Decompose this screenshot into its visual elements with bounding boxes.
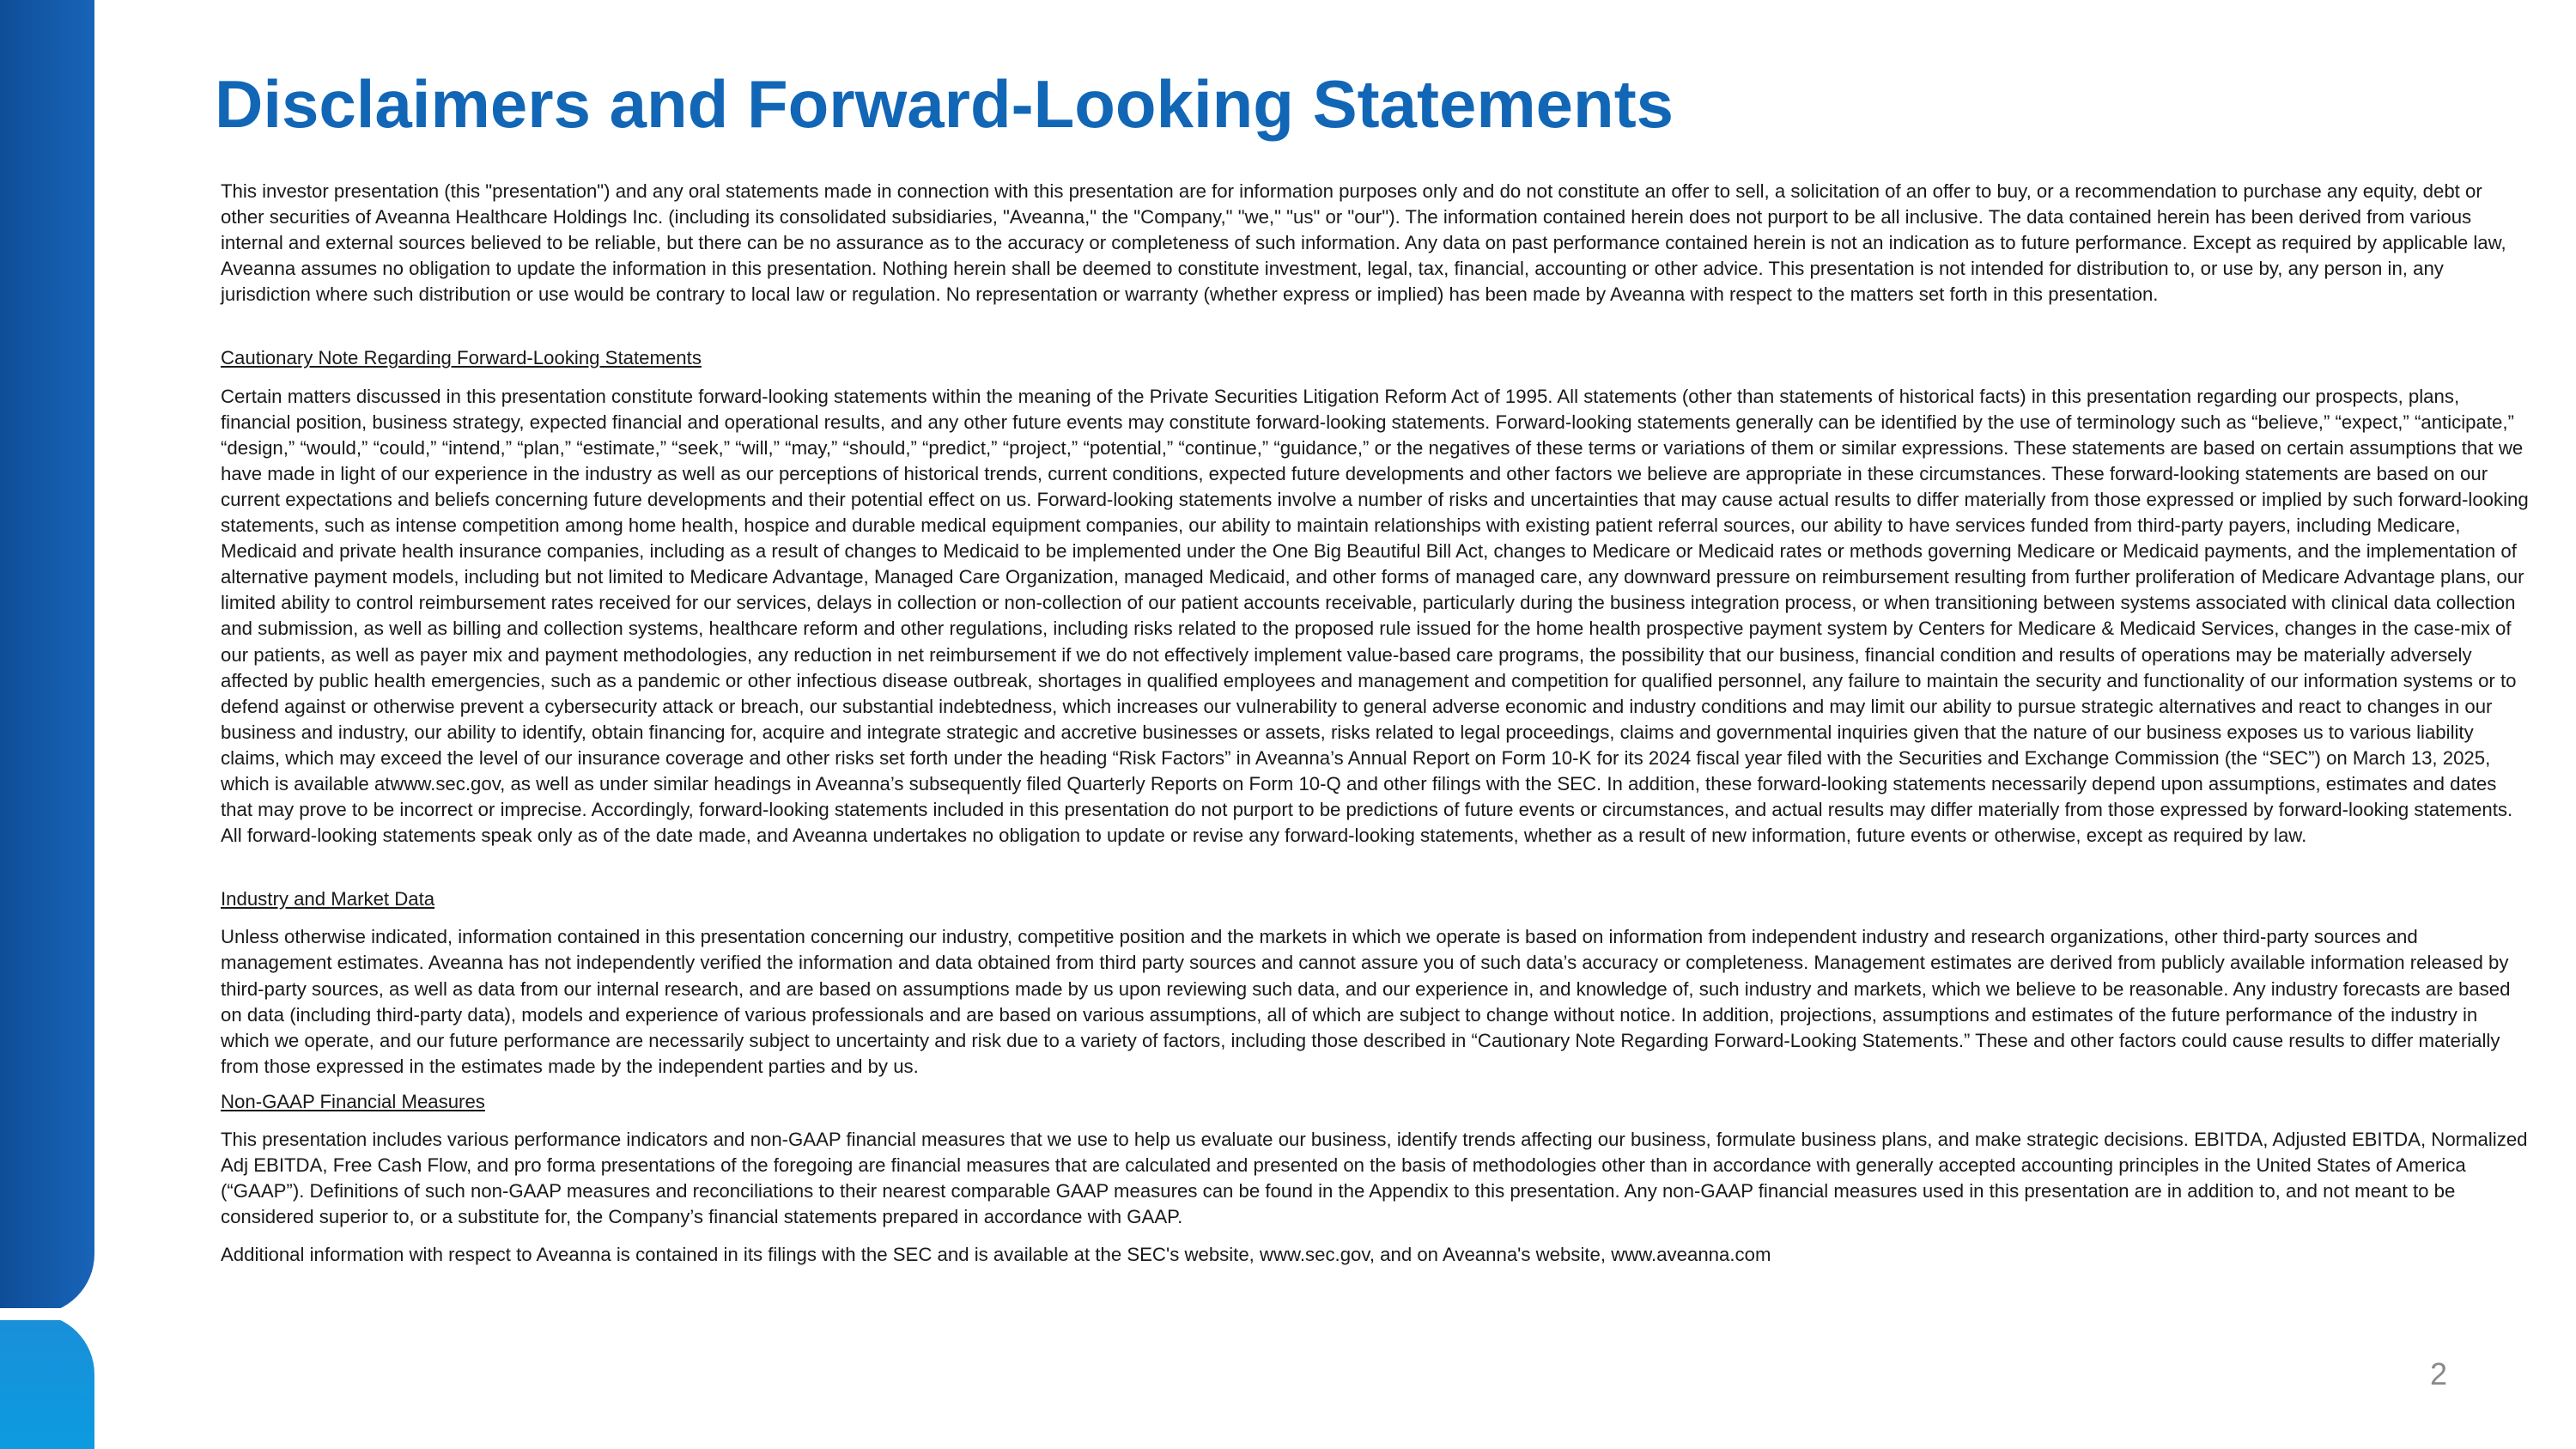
cautionary-paragraph: Certain matters discussed in this presentation constitute forward-looking statements within the meaning of the Private Securities Litigation Reform Act of 1995. All statements (other than statements of historical facts) in this presentation regarding our prospects, plans, financial position, business strategy, expected financial and operational results, and any other future events may constitute forward-looking statements. Forward-looking statements generally can be identified by the use of terminology such as “believe,” “expect,” “anticipate,” “design,” “would,” “could,” “intend,” “plan,” “estimate,” “seek,” “will,” “may,” “should,” “predict,” “project,” “potential,” “continue,” “guidance,” or the negatives of these terms or variations of them or similar expressions. These statements are based on certain assumptions that we have made in light of our experience in the industry as well as our perceptions of historical trends, current conditions, expected future developments and other factors we believe are appropriate in these circumstances. These forward-looking statements are based on our current expectations and beliefs concerning future developments and their potential effect on us. Forward-looking statements involve a number of risks and uncertainties that may cause actual results to differ materially from those expressed or implied by such forward-looking statements, such as intense competition among home health, hospice and durable medical equipment companies, our ability to maintain relationships with existing patient referral sources, our ability to have services funded from third-party payers, including Medicare, Medicaid and private health insurance companies, including as a result of changes to Medicaid to be implemented under the One Big Beautiful Bill Act, changes to Medicare or Medicaid rates or methods governing Medicare or Medicaid payments, and the implementation of alternative payment models, including but not limited to Medicare Advantage, Managed Care Organization, managed Medicaid, and other forms of managed care, any downward pressure on reimbursement resulting from further proliferation of Medicare Advantage plans, our limited ability to control reimbursement rates received for our services, delays in collection or non-collection of our patient accounts receivable, particularly during the business integration process, or when transitioning between systems associated with clinical data collection and submission, as well as billing and collection systems, healthcare reform and other regulations, including risks related to the proposed rule issued for the home health prospective payment system by Centers for Medicare & Medicaid Services, changes in the case-mix of our patients, as well as payer mix and payment methodologies, any reduction in net reimbursement if we do not effectively implement value-based care programs, the possibility that our business, financial condition and results of operations may be materially adversely affected by public health emergencies, such as a pandemic or other infectious disease outbreak, shortages in qualified employees and management and competition for qualified personnel, any failure to maintain the security and functionality of our information systems or to defend against or otherwise prevent a cybersecurity attack or breach, our substantial indebtedness, which increases our vulnerability to general adverse economic and industry conditions and may limit our ability to pursue strategic alternatives and react to changes in our business and industry, our ability to identify, obtain financing for, acquire and integrate strategic and accretive businesses or assets, risks related to legal proceedings, claims and governmental inquiries given that the nature of our business exposes us to various liability claims, which may exceed the level of our insurance coverage and other risks set forth under the heading “Risk Factors” in Aveanna’s Annual Report on Form 10-K for its 2024 fiscal year filed with the Securities and Exchange Commission (the “SEC”) on March 13, 2025, which is available atwww.sec.gov, as well as under similar headings in Aveanna’s subsequently filed Quarterly Reports on Form 10-Q and other filings with the SEC. In addition, these forward-looking statements necessarily depend upon assumptions, estimates and dates that may prove to be incorrect or imprecise. Accordingly, forward-looking statements included in this presentation do not purport to be predictions of future events or circumstances, and actual results may differ materially from those expressed by forward-looking statements. All forward-looking statements speak only as of the date made, and Aveanna undertakes no obligation to update or revise any forward-looking statements, whether as a result of new information, future events or otherwise, except as required by law. <box>221 385 2529 847</box>
disclaimer-body <box>221 179 2530 1268</box>
sidebar-accent-bottom <box>0 1314 94 1449</box>
intro-paragraph: This investor presentation (this "presentation") and any oral statements made in connection with this presentation are for information purposes only and do not constitute an offer to sell, a solicitation of an offer to buy, or a recommendation to purchase any equity, debt or other securities of Aveanna Healthcare Holdings Inc. (including its consolidated subsidiaries, "Aveanna," the "Company," "we," "us" or "our"). The information contained herein does not purport to be all inclusive. The data contained herein has been derived from various internal and external sources believed to be reliable, but there can be no assurance as to the accuracy or completeness of such information. Any data on past performance contained herein is not an indication as to future performance. Except as required by applicable law, Aveanna assumes no obligation to update the information in this presentation. Nothing herein shall be deemed to constitute investment, legal, tax, financial, accounting or other advice. This presentation is not intended for distribution to, or use by, any person in, any jurisdiction where such distribution or use would be contrary to local law or regulation. No representation or warranty (whether express or implied) has been made by Aveanna with respect to the matters set forth in this presentation. <box>221 180 2506 306</box>
industry-heading: Industry and Market Data <box>221 888 435 910</box>
additional-info-paragraph: Additional information with respect to Aveanna is contained in its filings with the SEC and is available at the SEC's website, www.sec.gov, and on Aveanna's website, www.aveanna.com <box>221 1244 1771 1266</box>
nongaap-paragraph: This presentation includes various performance indicators and non-GAAP financial measures that we use to help us evaluate our business, identify trends affecting our business, formulate business plans, and make strategic decisions. EBITDA, Adjusted EBITDA, Normalized Adj EBITDA, Free Cash Flow, and pro forma presentations of the foregoing are financial measures that are calculated and presented on the basis of methodologies other than in accordance with generally accepted accounting principles in the United States of America (“GAAP”). Definitions of such non-GAAP measures and reconciliations to their nearest comparable GAAP measures can be found in the Appendix to this presentation. Any non-GAAP financial measures used in this presentation are in addition to, and not meant to be considered superior to, or a substitute for, the Company’s financial statements prepared in accordance with GAAP. <box>221 1129 2528 1228</box>
page-title: Disclaimers and Forward-Looking Statements <box>215 66 1674 142</box>
industry-paragraph: Unless otherwise indicated, information contained in this presentation concerning our industry, competitive position and the markets in which we operate is based on information from independent industry and research organizations, other third-party sources and management estimates. Aveanna has not independently verified the information and data obtained from third party sources and cannot assure you of such data’s accuracy or completeness. Management estimates are derived from publicly available information released by third-party sources, as well as data from our internal research, and are based on assumptions made by us upon reviewing such data, and our experience in, and knowledge of, such industry and markets, which we believe to be reasonable. Any industry forecasts are based on data (including third-party data), models and experience of various professionals and are based on various assumptions, all of which are subject to change without notice. In addition, projections, assumptions and estimates of the future performance of the industry in which we operate, and our future performance are necessarily subject to uncertainty and risk due to a variety of factors, including those described in “Cautionary Note Regarding Forward-Looking Statements.” These and other factors could cause results to differ materially from those expressed in the estimates made by the independent parties and by us. <box>221 926 2511 1077</box>
cautionary-heading: Cautionary Note Regarding Forward-Looking Statements <box>221 347 702 369</box>
sidebar-accent-top <box>0 0 94 1314</box>
nongaap-heading: Non-GAAP Financial Measures <box>221 1090 485 1112</box>
sidebar-divider <box>0 1308 94 1320</box>
page-number: 2 <box>2429 1356 2447 1391</box>
